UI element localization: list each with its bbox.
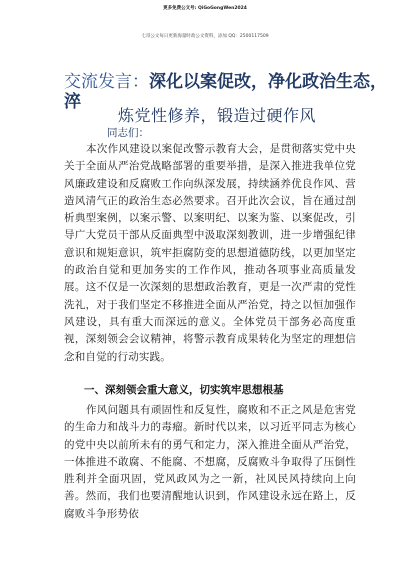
section-heading-1: 一、深刻领会重大意义，切实筑牢思想根基 — [84, 384, 284, 396]
document-title-line-1 — [64, 72, 387, 92]
header-contact-line: 七哥公文每日更新海量时政公文资料，添加 QQ：2500117509 — [141, 34, 269, 39]
document-title-line-2: 炼党性修养，锻造过硬作风 — [118, 106, 317, 125]
header-source-line: 更多免费公文号: QiGoGongWen2024 — [163, 6, 247, 11]
title-part-2: 淬 — [64, 92, 81, 112]
title-part-1: 深化以案促改，净化政治生态， — [149, 72, 387, 92]
greeting: 同志们： — [107, 127, 149, 139]
title-prefix: 交流发言： — [64, 72, 149, 92]
body-paragraph-1: 本次作风建设以案促改警示教育大会，是贯彻落实党中央关于全面从严治党战略部署的重要举措，是深入推进我单位党风廉政建设和反腐败工作向纵深发展，持续涵养优良作风、营造风清气正的政治生态必然要求。召开此次会议，旨在通过剖析典型案例，以案示警、以案明纪、以案为鉴、以案促改，引导广大党员干部从反面典型中汲取深刻教训，进一步增强纪律意识和规矩意识，筑牢拒腐防变的思想道德防线，以更加坚定的政治自觉和更加务实的工作作风，推动各项事业高质量发展。这不仅是一次深刻的思想政治教育，更是一次严肃的党性洗礼，对于我们坚定不移推进全面从严治党，持之以恒加强作风建设，具有重大而深远的意义。全体党员干部务必高度重视，深刻领会会议精神，将警示教育成果转化为坚定的理想信念和自觉的行动实践。 — [64, 143, 356, 363]
body-paragraph-2: 作风问题具有顽固性和反复性，腐败和不正之风是危害党的生命力和战斗力的毒瘤。新时代以来，以习近平同志为核心的党中央以前所未有的勇气和定力，深入推进全面从严治党，一体推进不敢腐、不能腐、不想腐，反腐败斗争取得了压倒性胜利并全面巩固，党风政风为之一新，社风民风持续向上向善。然而，我们也要清醒地认识到，作风建设永远在路上，反腐败斗争形势依 — [64, 404, 356, 520]
